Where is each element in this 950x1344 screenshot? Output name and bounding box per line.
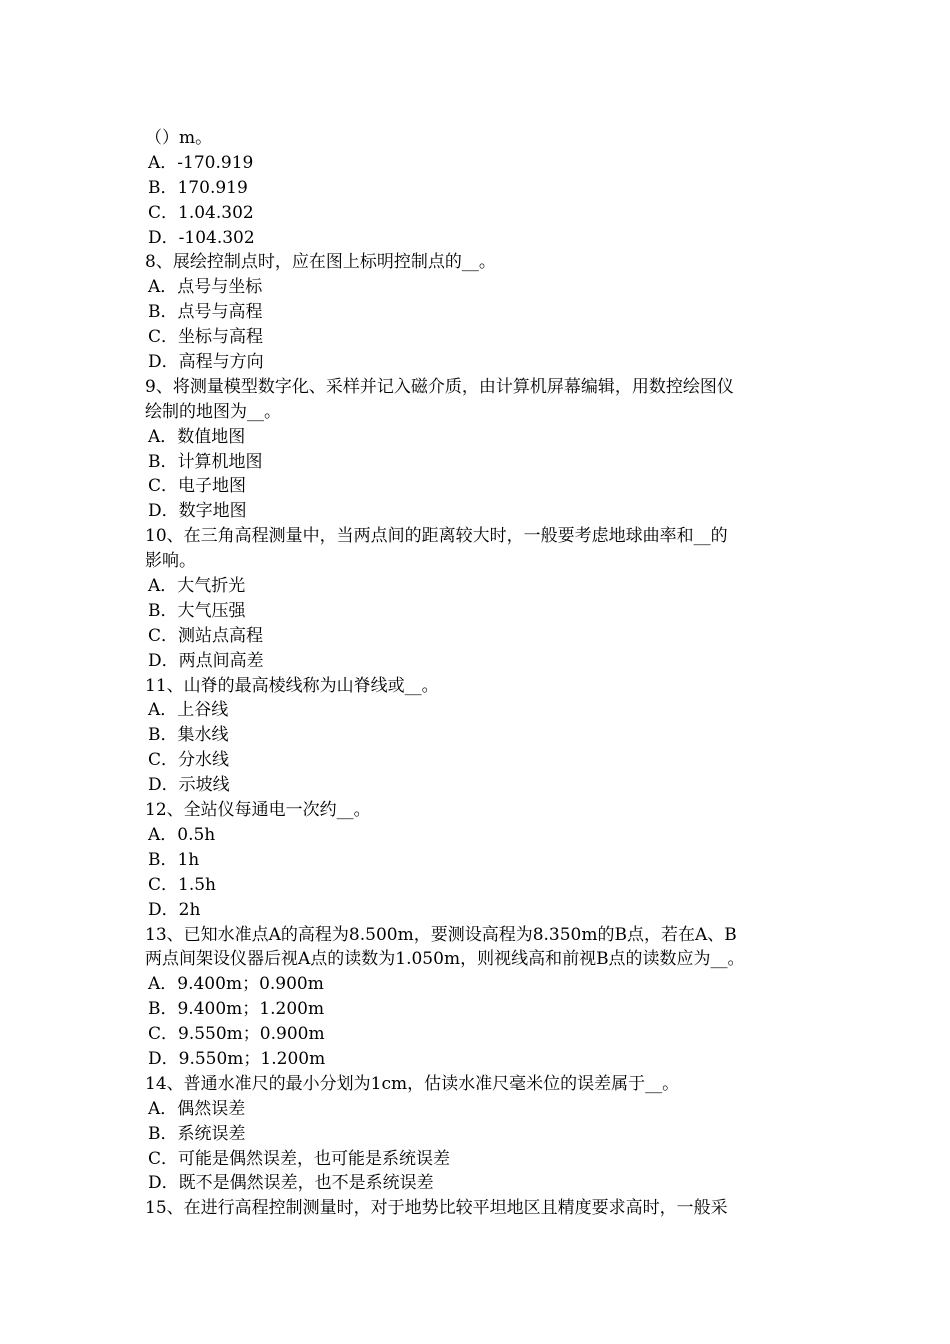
answer-option: C．1.04.302: [148, 202, 254, 223]
answer-option: D．示坡线: [148, 775, 230, 796]
answer-option: B．1h: [148, 849, 200, 870]
question-text: 13、已知水准点A的高程为8.500m，要测设高程为8.350m的B点，若在A、B: [145, 924, 737, 945]
question-text-continuation: 影响。: [145, 551, 196, 572]
answer-option: C．测站点高程: [148, 625, 264, 646]
question-text: 15、在进行高程控制测量时，对于地势比较平坦地区且精度要求高时，一般采: [145, 1198, 728, 1219]
answer-option: D．高程与方向: [148, 352, 264, 373]
document-page: [145, 126, 815, 1221]
answer-option: B．点号与高程: [148, 302, 263, 323]
answer-option: C．1.5h: [148, 874, 216, 895]
question-text-continuation: 两点间架设仪器后视A点的读数为1.050m，则视线高和前视B点的读数应为__。: [145, 949, 745, 970]
question-text: 11、山脊的最高棱线称为山脊线或__。: [145, 675, 439, 696]
question-text: 12、全站仪每通电一次约__。: [145, 800, 371, 821]
answer-option: A．大气折光: [148, 576, 246, 597]
answer-option: C．分水线: [148, 750, 230, 771]
answer-option: A．上谷线: [148, 700, 229, 721]
answer-option: A．偶然误差: [148, 1098, 246, 1119]
answer-option: A．0.5h: [148, 824, 216, 845]
question-text-continuation: 绘制的地图为__。: [145, 401, 281, 422]
question-text: 14、普通水准尺的最小分划为1cm，估读水准尺毫米位的误差属于__。: [145, 1073, 680, 1094]
answer-option: D．2h: [148, 899, 201, 920]
answer-option: C．9.550m；0.900m: [148, 1024, 325, 1045]
question-text: 9、将测量模型数字化、采样并记入磁介质，由计算机屏幕编辑，用数控绘图仪: [145, 376, 734, 397]
question-text-continuation: （）m。: [145, 128, 213, 148]
answer-option: B．计算机地图: [148, 451, 263, 472]
answer-option: A．9.400m；0.900m: [148, 974, 324, 995]
answer-option: D．两点间高差: [148, 650, 264, 671]
answer-option: D．-104.302: [148, 227, 255, 248]
answer-option: D．数字地图: [148, 501, 247, 522]
answer-option: A．数值地图: [148, 426, 246, 447]
answer-option: B．系统误差: [148, 1123, 246, 1144]
answer-option: C．坐标与高程: [148, 327, 264, 348]
answer-option: A．-170.919: [148, 152, 254, 173]
answer-option: D．9.550m；1.200m: [148, 1048, 326, 1069]
answer-option: C．电子地图: [148, 476, 247, 497]
answer-option: D．既不是偶然误差，也不是系统误差: [148, 1173, 434, 1194]
answer-option: A．点号与坐标: [148, 277, 263, 298]
question-text: 8、展绘控制点时，应在图上标明控制点的__。: [145, 252, 496, 273]
answer-option: B．大气压强: [148, 600, 246, 621]
answer-option: C．可能是偶然误差，也可能是系统误差: [148, 1148, 451, 1169]
answer-option: B．170.919: [148, 177, 248, 198]
answer-option: B．集水线: [148, 725, 229, 746]
question-text: 10、在三角高程测量中，当两点间的距离较大时，一般要考虑地球曲率和__的: [145, 526, 728, 547]
answer-option: B．9.400m；1.200m: [148, 999, 325, 1020]
